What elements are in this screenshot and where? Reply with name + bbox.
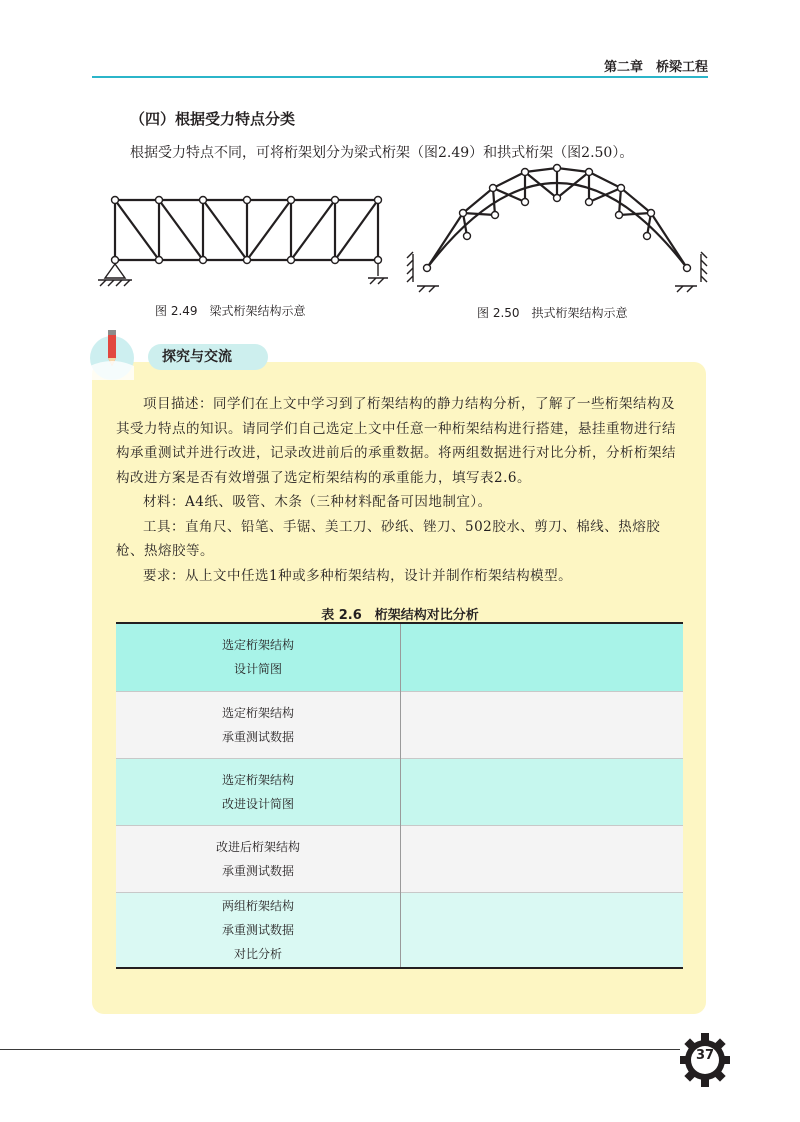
table-answer-cell[interactable]	[401, 691, 684, 758]
arch-truss-diagram	[405, 158, 710, 293]
table-row-label: 两组桁架结构 承重测试数据 对比分析	[116, 892, 401, 968]
fig249-caption: 图 2.49 梁式桁架结构示意	[155, 304, 306, 318]
requirements-line: 要求：从上文中任选1种或多种桁架结构，设计并制作桁架结构模型。	[143, 567, 573, 584]
materials-line: 材料：A4纸、吸管、木条（三种材料配备可因地制宜）。	[143, 494, 492, 510]
table-row-label: 选定桁架结构 改进设计简图	[116, 758, 401, 825]
header-divider	[92, 76, 708, 78]
intro-paragraph: 根据受力特点不同，可将桁架划分为梁式桁架（图2.49）和拱式桁架（图2.50）。	[130, 145, 634, 161]
pencil-icon	[82, 326, 142, 382]
chapter-title: 第二章 桥梁工程	[603, 60, 708, 75]
table-caption: 表 2.6 桁架结构对比分析	[321, 608, 479, 623]
table-row	[116, 691, 683, 758]
table-row-label: 选定桁架结构 承重测试数据	[116, 691, 401, 758]
table-row	[116, 623, 683, 691]
table-row-label: 选定桁架结构 设计简图	[116, 623, 401, 691]
table-row	[116, 892, 683, 968]
fig250-caption: 图 2.50 拱式桁架结构示意	[477, 306, 628, 320]
beam-truss-diagram	[90, 188, 400, 292]
table-answer-cell[interactable]	[401, 623, 684, 691]
table-answer-cell[interactable]	[401, 892, 684, 968]
project-description: 项目描述：同学们在上文中学习到了桁架结构的静力结构分析，了解了一些桁架结构及其受力特点的知识。请同学们自己选定上文中任意一种桁架结构进行搭建，悬挂重物进行结构承重测试并进行改进，记录改进前后的承重数据。将两组数据进行对比分析，分析桁架结构改进方案是否有效增强了选定桁架结构的承重能力，填写表2.6。	[116, 396, 676, 486]
table-answer-cell[interactable]	[401, 825, 684, 892]
activity-title: 探究与交流	[148, 344, 268, 370]
table-row	[116, 825, 683, 892]
table-answer-cell[interactable]	[401, 758, 684, 825]
table-row	[116, 758, 683, 825]
page-number: 37	[695, 1048, 715, 1063]
tools-line: 工具：直角尺、铅笔、手锯、美工刀、砂纸、锉刀、502胶水、剪刀、棉线、热熔胶枪、热熔胶等。	[116, 518, 661, 559]
section-heading: （四）根据受力特点分类	[130, 110, 296, 128]
table-row-label: 改进后桁架结构 承重测试数据	[116, 825, 401, 892]
comparison-table	[116, 622, 683, 969]
footer-divider	[0, 1049, 680, 1050]
activity-text	[116, 392, 684, 588]
